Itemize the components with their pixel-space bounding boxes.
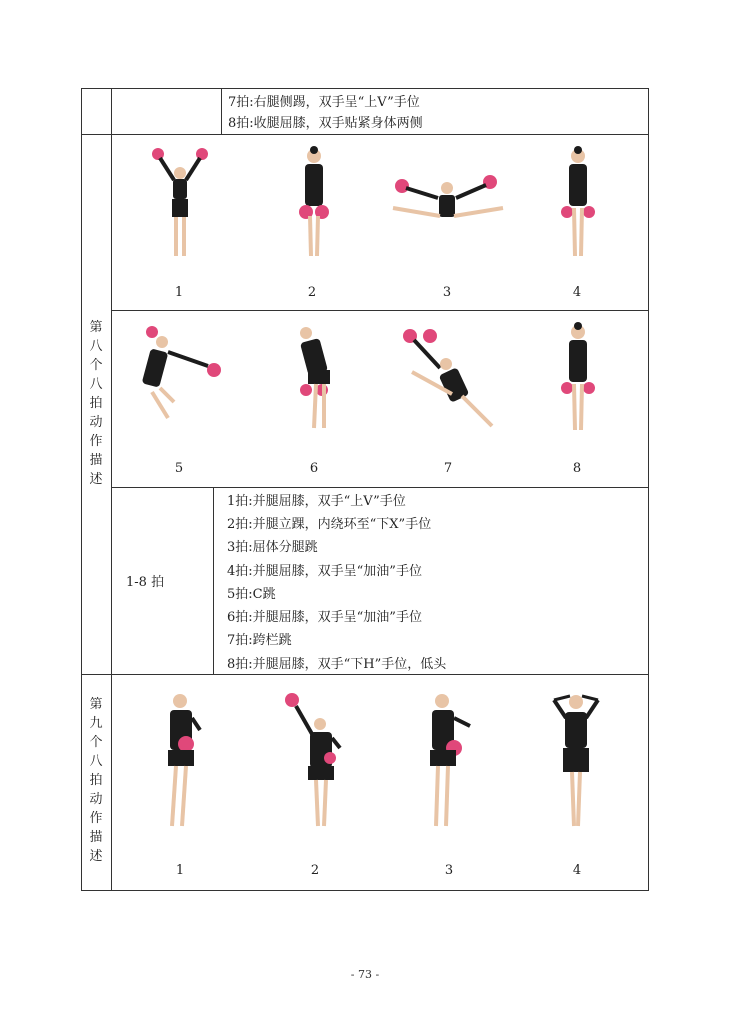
table-rule [81, 674, 649, 675]
cheer-figure-bent-fighting [290, 324, 350, 434]
label-char: 拍 [89, 773, 103, 788]
label-char: 拍 [89, 396, 103, 411]
step-description: 5拍:C跳 [227, 587, 276, 602]
table-rule [81, 134, 649, 135]
table-rule [81, 890, 649, 891]
cheer-figure-arms-high-v [150, 146, 210, 264]
step-description: 4拍:并腿屈膝，双手呈“加油”手位 [227, 564, 422, 579]
table-rule [111, 487, 649, 488]
label-char: 述 [89, 849, 103, 864]
label-char: 个 [89, 735, 103, 750]
step-description: 6拍:并腿屈膝，双手呈“加油”手位 [227, 610, 422, 625]
figure-number: 3 [444, 863, 454, 878]
cheer-figure-c-jump [130, 322, 230, 434]
label-char: 第 [89, 320, 103, 335]
label-char: 作 [89, 434, 103, 449]
figure-number: 2 [307, 285, 317, 300]
table-rule [648, 88, 649, 891]
cheer-figure-arms-down [284, 146, 344, 264]
figure-number: 8 [572, 461, 582, 476]
table-rule [111, 310, 649, 311]
label-char: 动 [89, 415, 103, 430]
label-char: 述 [89, 472, 103, 487]
step-description: 8拍:并腿屈膝，双手“下H”手位，低头 [227, 657, 447, 672]
label-char: 描 [89, 453, 103, 468]
figure-number: 4 [572, 863, 582, 878]
step-description: 1拍:并腿屈膝，双手“上V”手位 [227, 494, 406, 509]
figure-number: 7 [443, 461, 453, 476]
cheer-figure-hands-on-head [546, 690, 606, 832]
count-label: 1-8 拍 [126, 575, 165, 590]
section-label-ninth [81, 695, 111, 866]
cheer-figure-arms-down [548, 322, 608, 434]
cheer-figure-hip-pompom [152, 692, 212, 832]
label-char: 个 [89, 358, 103, 373]
label-char: 八 [89, 339, 103, 354]
figure-number: 2 [310, 863, 320, 878]
table-rule [221, 88, 222, 135]
cheer-figure-toe-touch [388, 170, 508, 235]
page-number: - 73 - [350, 968, 380, 981]
figure-number: 6 [309, 461, 319, 476]
beat-description: 7拍:右腿侧踢，双手呈“上V”手位 [228, 95, 420, 110]
table-rule [81, 88, 649, 89]
section-label-eighth [81, 318, 111, 489]
label-char: 作 [89, 811, 103, 826]
step-description: 7拍:跨栏跳 [227, 633, 292, 648]
label-char: 动 [89, 792, 103, 807]
figure-number: 3 [442, 285, 452, 300]
step-description: 3拍:屈体分腿跳 [227, 540, 318, 555]
step-description: 2拍:并腿立踝，内绕环至“下X”手位 [227, 517, 432, 532]
cheer-figure-hurdler [400, 324, 500, 434]
table-rule [111, 88, 112, 891]
figure-number: 4 [572, 285, 582, 300]
label-char: 八 [89, 754, 103, 769]
label-char: 九 [89, 716, 103, 731]
figure-number: 1 [175, 863, 185, 878]
cheer-figure-hip-pompom [420, 692, 480, 832]
figure-number: 5 [174, 461, 184, 476]
figure-number: 1 [174, 285, 184, 300]
cheer-figure-arms-down [548, 146, 608, 264]
beat-description: 8拍:收腿屈膝，双手贴紧身体两侧 [228, 116, 423, 131]
table-rule [213, 487, 214, 675]
label-char: 八 [89, 377, 103, 392]
label-char: 描 [89, 830, 103, 845]
label-char: 第 [89, 697, 103, 712]
cheer-figure-diagonal-arm [284, 690, 354, 832]
